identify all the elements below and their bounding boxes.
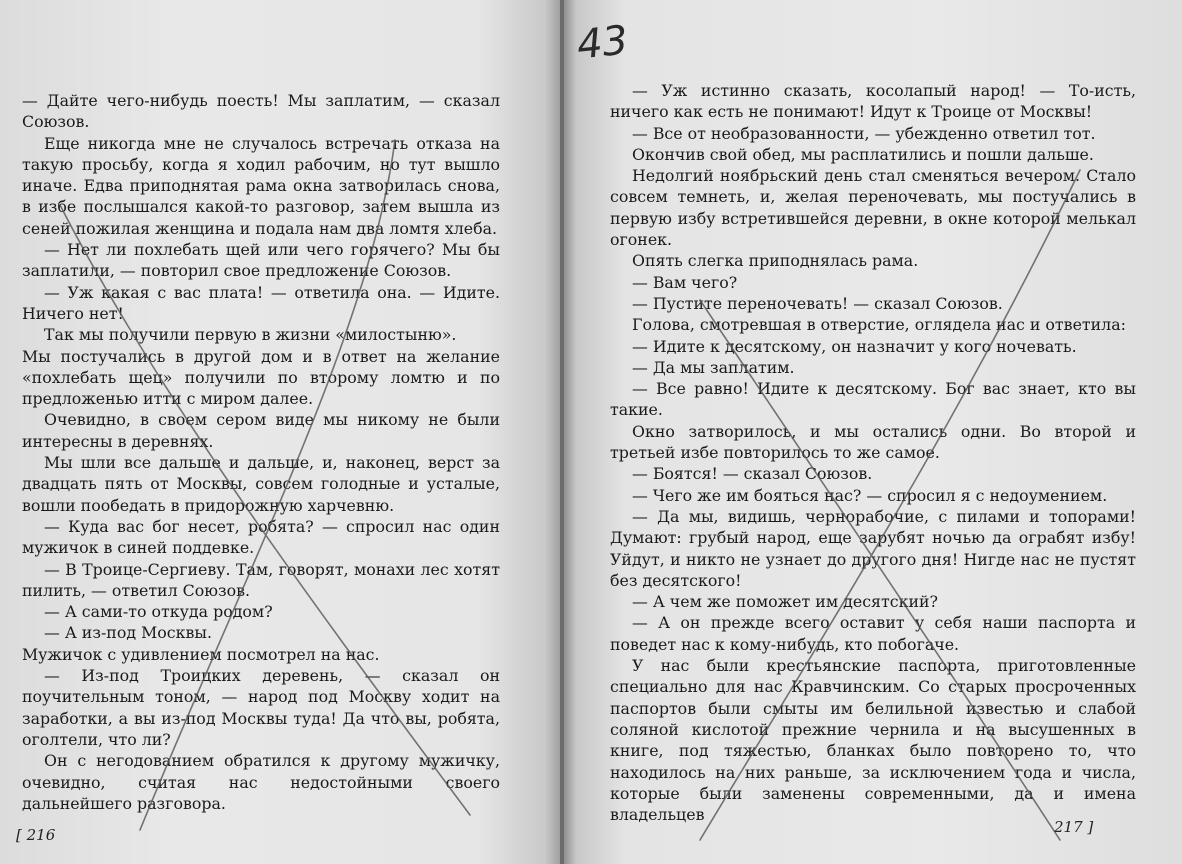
paragraph: Мы постучались в другой дом и в ответ на желание «похлебать щец» получили по второму ломтю и по предложенью итти с миром далее. — [22, 346, 500, 409]
page-number-right: 217 ] — [1054, 818, 1094, 836]
page-number-left: [ 216 — [16, 826, 56, 844]
paragraph: — Дайте чего-нибудь поесть! Мы заплатим, — сказал Союзов. — [22, 91, 500, 132]
paragraph: — Вам чего? — [632, 272, 738, 292]
paragraph: — Пустите переночевать! — сказал Союзов. — [632, 293, 1003, 313]
paragraph: — В Троице-Сергиеву. Там, говорят, монахи лес хотят пилить, — ответил Союзов. — [22, 559, 500, 600]
paragraph: — А сами-то откуда родом? — [44, 602, 273, 622]
paragraph: Очевидно, в своем сером виде мы никому не были интересны в деревнях. — [22, 410, 500, 451]
paragraph: Окно затворилось, и мы остались одни. Во второй и третьей избе повторилось то же самое. — [610, 421, 1136, 463]
left-strike-line-a — [140, 140, 395, 830]
paragraph: Еще никогда мне не случалось встречать отказа на такую просьбу, когда я ходил рабочим, но тут вышло иначе. Едва приподнятая рама окна затворилась снова, в избе послышался какой-то разговор, затем вышла из сеней пожилая женщина и подала нам два ломтя хлеба. — [22, 133, 500, 238]
paragraph: — Уж истинно сказать, косолапый народ! — То-исть, ничего как есть не понимают! Идут к Троице от Москвы! — [610, 81, 1136, 122]
paragraph: — Уж какая с вас плата! — ответила она. — Идите. Ничего нет! — [22, 282, 500, 323]
handwritten-page-marker: 43 — [574, 17, 631, 69]
paragraph: — А из-под Москвы. — [44, 623, 212, 643]
left-strike-line-b — [60, 205, 470, 815]
paragraph: — Все от необразованности, — убежденно ответил тот. — [632, 123, 1096, 143]
paragraph: Опять слегка приподнялась рама. — [632, 251, 919, 271]
paragraph: — Все равно! Идите к десятскому. Бог вас знает, кто вы такие. — [610, 379, 1136, 420]
paragraph: Он с негодованием обратился к другому мужичку, очевидно, считая нас недостойными своего дальнейшего разговора. — [22, 751, 500, 813]
paragraph: — Из-под Троицких деревень, — сказал он поучительным тоном, — народ под Москву ходит на заработки, а вы из-под Москвы туда! Да что вы, робята, оголтели, что ли? — [22, 666, 500, 749]
paragraph: — Боятся! — сказал Союзов. — [632, 464, 873, 484]
paragraph: — Нет ли похлебать щей или чего горячего? Мы бы заплатили, — повторил свое предложение Союзов. — [22, 240, 500, 281]
paragraph: — Чего же им бояться нас? — спросил я с недоумением. — [632, 485, 1108, 505]
paragraph: — А чем же поможет им десятский? — [632, 592, 938, 612]
right-strike-line-b — [700, 300, 1060, 840]
paragraph: Мужичок с удивлением посмотрел на нас. — [22, 644, 380, 664]
paragraph: Так мы получили первую в жизни «милостыню». — [44, 325, 457, 345]
right-strike-line-a — [700, 170, 1080, 840]
paragraph: — Идите к десятскому, он назначит у кого ночевать. — [632, 336, 1077, 356]
paragraph: — Да мы, видишь, чернорабочие, с пилами и топорами! Думают: грубый народ, еще зарубят ночью да ограбят избу! Уйдут, и никто не узнает до другого дня! Нигде нас не пустят без десятского! — [610, 506, 1136, 590]
paragraph: — Куда вас бог несет, робята? — спросил нас один мужичок в синей поддевке. — [22, 516, 500, 558]
paragraph: Недолгий ноябрьский день стал сменяться вечером. Стало совсем темнеть, и, желая переночевать, мы постучались в первую избу встретившейся деревни, в окне которой мелькал огонек. — [610, 166, 1136, 250]
paragraph: — Да мы заплатим. — [632, 357, 795, 377]
paragraph: Мы шли все дальше и дальше, и, наконец, верст за двадцать пять от Москвы, совсем голодные и усталые, вошли пообедать в придорожную харчевню. — [22, 453, 500, 515]
paragraph: Окончив свой обед, мы расплатились и пошли дальше. — [632, 144, 1094, 164]
paragraph: У нас были крестьянские паспорта, приготовленные специально для нас Кравчинским. Со старых просроченных паспортов были смыты им белильной известью и слабой соляной кислотой прежние чернила и на высушенных в книге, под тяжестью, бланках было повторено то, что находилось на них раньше, за исключением года и числа, которые были заменены современными, да и имена владельцев — [610, 656, 1136, 825]
paragraph: — А он прежде всего оставит у себя наши паспорта и поведет нас к кому-нибудь, кто побогаче. — [610, 613, 1136, 654]
paragraph: Голова, смотревшая в отверстие, оглядела нас и ответила: — [632, 315, 1126, 335]
